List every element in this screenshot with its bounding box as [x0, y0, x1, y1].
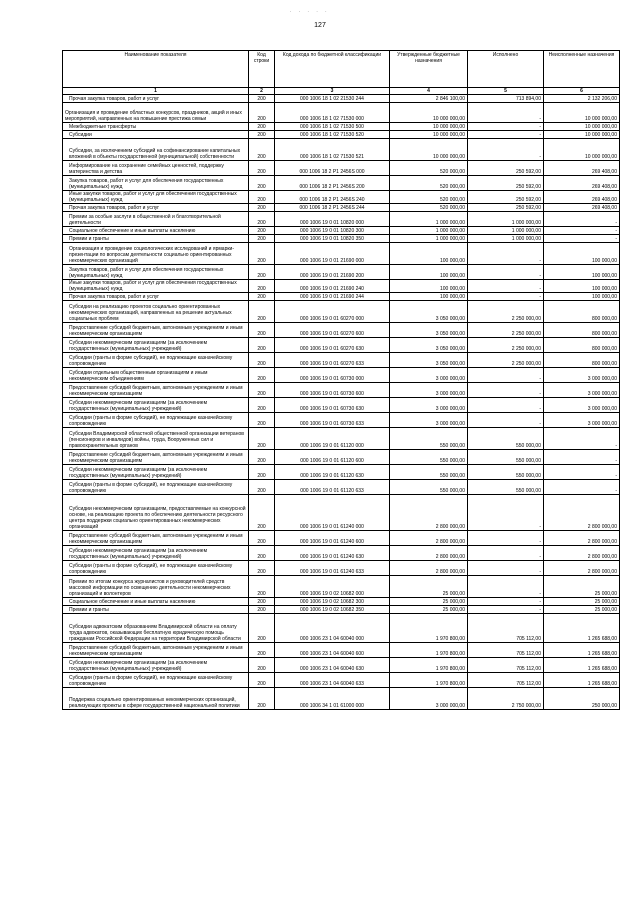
table-row — [63, 561, 620, 576]
row-income-code: 000 1006 19 0 01 60730 000 — [275, 368, 390, 383]
row-line-code: 200 — [249, 243, 275, 265]
row-income-code: 000 1006 19 0 01 10820 300 — [275, 227, 390, 235]
row-approved: 3 000 000,00 — [390, 688, 468, 710]
table-row — [63, 139, 620, 161]
row-approved: 25 000,00 — [390, 576, 468, 598]
row-name: Субсидии некоммерческим организациям (за исключением государственных (муниципальных) учреждений) — [63, 546, 249, 561]
row-name: Социальное обеспечение и иные выплаты населению — [63, 598, 249, 606]
row-executed: - — [468, 546, 544, 561]
row-name: Субсидии (гранты в форме субсидий), не подлежащие казначейскому сопровождению — [63, 353, 249, 368]
row-unexecuted: 1 265 688,00 — [544, 643, 620, 658]
row-executed: 2 250 000,00 — [468, 301, 544, 323]
row-name: Прочая закупка товаров, работ и услуг — [63, 293, 249, 301]
table-row — [63, 323, 620, 338]
row-unexecuted: 10 000 000,00 — [544, 123, 620, 131]
row-line-code: 200 — [249, 561, 275, 576]
table-row — [63, 383, 620, 398]
row-line-code: 200 — [249, 176, 275, 191]
row-name: Субсидии на реализацию проектов социально ориентированных некоммерческих организаций, направленных на решение актуальных социальных проблем — [63, 301, 249, 323]
row-approved: 25 000,00 — [390, 606, 468, 614]
row-income-code: 000 1006 19 0 01 60270 000 — [275, 301, 390, 323]
table-row — [63, 191, 620, 204]
row-income-code: 000 1006 19 0 01 61120 633 — [275, 480, 390, 495]
row-line-code: 200 — [249, 280, 275, 293]
row-approved: 2 800 000,00 — [390, 546, 468, 561]
row-unexecuted: 3 000 000,00 — [544, 413, 620, 428]
row-line-code: 200 — [249, 465, 275, 480]
row-executed: - — [468, 561, 544, 576]
column-number: 2 — [249, 88, 275, 95]
row-executed: 550 000,00 — [468, 428, 544, 450]
row-income-code: 000 1006 19 0 01 61240 633 — [275, 561, 390, 576]
row-name: Прочая закупка товаров, работ и услуг — [63, 95, 249, 103]
row-line-code: 200 — [249, 450, 275, 465]
row-income-code: 000 1006 18 1 02 21530 244 — [275, 95, 390, 103]
row-approved: 550 000,00 — [390, 428, 468, 450]
row-unexecuted: 800 000,00 — [544, 353, 620, 368]
row-name: Субсидии (гранты в форме субсидий), не подлежащие казначейскому сопровождению — [63, 480, 249, 495]
row-approved: 3 000 000,00 — [390, 398, 468, 413]
row-unexecuted: 25 000,00 — [544, 606, 620, 614]
row-income-code: 000 1006 19 0 01 21690 240 — [275, 280, 390, 293]
table-row — [63, 353, 620, 368]
row-line-code: 200 — [249, 139, 275, 161]
row-income-code: 000 1006 19 0 01 10820 000 — [275, 212, 390, 227]
row-line-code: 200 — [249, 614, 275, 643]
row-approved: 3 050 000,00 — [390, 323, 468, 338]
table-row — [63, 301, 620, 323]
row-executed: 550 000,00 — [468, 465, 544, 480]
row-name: Предоставление субсидий бюджетным, автономным учреждениям и иным некоммерческим организациям — [63, 450, 249, 465]
row-unexecuted: 100 000,00 — [544, 280, 620, 293]
row-unexecuted: 25 000,00 — [544, 598, 620, 606]
row-unexecuted: 800 000,00 — [544, 301, 620, 323]
row-executed: - — [468, 139, 544, 161]
row-name: Субсидии Владимирской областной общественной организации ветеранов (пенсионеров и инвалидов) войны, труда, Вооруженных сил и правоохранительных органов — [63, 428, 249, 450]
row-approved: 10 000 000,00 — [390, 123, 468, 131]
page-number: 127 — [314, 22, 326, 29]
column-number-row — [63, 88, 620, 95]
table-row — [63, 546, 620, 561]
row-income-code: 000 1006 19 0 01 60730 630 — [275, 398, 390, 413]
table-row — [63, 176, 620, 191]
row-unexecuted: - — [544, 212, 620, 227]
row-executed: 705 112,00 — [468, 673, 544, 688]
row-income-code: 000 1006 34 1 01 61000 000 — [275, 688, 390, 710]
row-income-code: 000 1006 19 0 01 21690 244 — [275, 293, 390, 301]
row-income-code: 000 1006 19 0 01 61240 000 — [275, 495, 390, 531]
row-unexecuted: 800 000,00 — [544, 338, 620, 353]
row-name: Премии и гранты — [63, 235, 249, 243]
row-name: Иные закупки товаров, работ и услуг для обеспечения государственных (муниципальных) нужд — [63, 280, 249, 293]
row-approved: 3 000 000,00 — [390, 413, 468, 428]
row-line-code: 200 — [249, 301, 275, 323]
row-name: Субсидии, за исключением субсидий на софинансирование капитальных вложений в объекты государственной (муниципальной) собственности — [63, 139, 249, 161]
row-line-code: 200 — [249, 413, 275, 428]
row-income-code: 000 1006 19 0 01 60270 600 — [275, 323, 390, 338]
row-income-code: 000 1006 23 1 04 60040 633 — [275, 673, 390, 688]
row-income-code: 000 1006 18 1 02 71530 000 — [275, 103, 390, 123]
row-name: Предоставление субсидий бюджетным, автономным учреждениям и иным некоммерческим организациям — [63, 643, 249, 658]
table-body — [63, 95, 620, 710]
header-line-code: Код строки — [249, 51, 275, 88]
budget-table-container — [62, 50, 619, 710]
header-indicator-name: Наименование показателя — [63, 51, 249, 88]
row-income-code: 000 1006 18 1 02 71530 520 — [275, 131, 390, 139]
row-name: Организация и проведение социологических исследований и ярмарки-презентации по вопросам деятельности социально ориентированных некоммерческих организаций — [63, 243, 249, 265]
row-name: Информирование на сохранение семейных ценностей, поддержку материнства и детства — [63, 161, 249, 176]
row-approved: 1 970 800,00 — [390, 658, 468, 673]
row-line-code: 200 — [249, 495, 275, 531]
table-row — [63, 293, 620, 301]
row-name: Субсидии (гранты в форме субсидий), не подлежащие казначейскому сопровождению — [63, 673, 249, 688]
row-executed: 2 250 000,00 — [468, 338, 544, 353]
row-unexecuted: 3 000 000,00 — [544, 398, 620, 413]
table-row — [63, 161, 620, 176]
row-income-code: 000 1006 19 0 01 10820 350 — [275, 235, 390, 243]
row-approved: 2 846 100,00 — [390, 95, 468, 103]
row-approved: 10 000 000,00 — [390, 131, 468, 139]
row-approved: 550 000,00 — [390, 465, 468, 480]
row-unexecuted: 2 132 206,00 — [544, 95, 620, 103]
row-unexecuted: - — [544, 428, 620, 450]
table-row — [63, 643, 620, 658]
row-unexecuted: 269 408,00 — [544, 204, 620, 212]
row-unexecuted: 2 800 000,00 — [544, 546, 620, 561]
row-unexecuted: 269 408,00 — [544, 191, 620, 204]
row-income-code: 000 1006 18 1 02 71530 521 — [275, 139, 390, 161]
row-line-code: 200 — [249, 428, 275, 450]
row-name: Субсидии некоммерческим организациям, предоставляемые на конкурсной основе, на реализацию проекта по обеспечению деятельности ресурсного центра поддержки социально ориентированных некоммерческих организаций — [63, 495, 249, 531]
row-name: Закупка товаров, работ и услуг для обеспечения государственных (муниципальных) нужд — [63, 176, 249, 191]
table-row — [63, 243, 620, 265]
row-income-code: 000 1006 19 0 01 60730 600 — [275, 383, 390, 398]
row-executed: - — [468, 131, 544, 139]
row-line-code: 200 — [249, 95, 275, 103]
row-executed: - — [468, 606, 544, 614]
row-line-code: 200 — [249, 103, 275, 123]
row-name: Предоставление субсидий бюджетным, автономным учреждениям и иным некоммерческим организациям — [63, 323, 249, 338]
row-approved: 520 000,00 — [390, 191, 468, 204]
row-line-code: 200 — [249, 643, 275, 658]
row-income-code: 000 1006 23 1 04 60040 630 — [275, 658, 390, 673]
row-line-code: 200 — [249, 546, 275, 561]
row-executed: 550 000,00 — [468, 480, 544, 495]
top-marks: . . . . . — [290, 8, 330, 14]
row-approved: 1 000 000,00 — [390, 235, 468, 243]
table-row — [63, 103, 620, 123]
row-approved: 3 050 000,00 — [390, 301, 468, 323]
table-row — [63, 688, 620, 710]
row-executed: - — [468, 265, 544, 280]
row-name: Поддержка социально ориентированных некоммерческих организаций, реализующих проекты в сфере государственной национальной политики — [63, 688, 249, 710]
row-unexecuted: 3 000 000,00 — [544, 368, 620, 383]
row-approved: 1 000 000,00 — [390, 227, 468, 235]
table-row — [63, 204, 620, 212]
row-executed: 250 592,00 — [468, 176, 544, 191]
row-line-code: 200 — [249, 606, 275, 614]
row-income-code: 000 1006 19 0 01 21690 000 — [275, 243, 390, 265]
row-line-code: 200 — [249, 531, 275, 546]
row-executed: - — [468, 103, 544, 123]
row-line-code: 200 — [249, 353, 275, 368]
table-row — [63, 531, 620, 546]
row-executed: - — [468, 383, 544, 398]
row-unexecuted: 250 000,00 — [544, 688, 620, 710]
row-unexecuted: 100 000,00 — [544, 265, 620, 280]
row-executed: - — [468, 368, 544, 383]
row-income-code: 000 1006 18 2 P1 2456S 240 — [275, 191, 390, 204]
row-approved: 100 000,00 — [390, 243, 468, 265]
row-line-code: 200 — [249, 576, 275, 598]
row-income-code: 000 1006 19 0 02 10682 350 — [275, 606, 390, 614]
row-unexecuted: 1 265 688,00 — [544, 673, 620, 688]
row-executed: 1 000 000,00 — [468, 235, 544, 243]
table-row — [63, 95, 620, 103]
row-income-code: 000 1006 18 1 02 71530 500 — [275, 123, 390, 131]
row-unexecuted: - — [544, 465, 620, 480]
row-line-code: 200 — [249, 323, 275, 338]
header-income-code: Код дохода по бюджетной классификации — [275, 51, 390, 88]
row-unexecuted: - — [544, 450, 620, 465]
row-unexecuted: - — [544, 235, 620, 243]
row-approved: 3 050 000,00 — [390, 338, 468, 353]
row-line-code: 200 — [249, 293, 275, 301]
table-row — [63, 131, 620, 139]
row-unexecuted: 10 000 000,00 — [544, 139, 620, 161]
row-line-code: 200 — [249, 673, 275, 688]
row-approved: 2 800 000,00 — [390, 531, 468, 546]
row-name: Субсидии некоммерческим организациям (за исключением государственных (муниципальных) учреждений) — [63, 338, 249, 353]
row-unexecuted: - — [544, 227, 620, 235]
row-income-code: 000 1006 19 0 01 61240 630 — [275, 546, 390, 561]
row-executed: - — [468, 495, 544, 531]
column-number: 4 — [390, 88, 468, 95]
row-unexecuted: - — [544, 480, 620, 495]
row-approved: 3 000 000,00 — [390, 383, 468, 398]
row-executed: - — [468, 531, 544, 546]
row-unexecuted: 2 800 000,00 — [544, 495, 620, 531]
row-unexecuted: 25 000,00 — [544, 576, 620, 598]
column-number: 6 — [544, 88, 620, 95]
row-income-code: 000 1006 23 1 04 60040 600 — [275, 643, 390, 658]
row-name: Предоставление субсидий бюджетным, автономным учреждениям и иным некоммерческим организациям — [63, 531, 249, 546]
row-approved: 2 800 000,00 — [390, 561, 468, 576]
budget-execution-table — [62, 50, 620, 710]
row-name: Субсидии (гранты в форме субсидий), не подлежащие казначейскому сопровождению — [63, 561, 249, 576]
row-executed: 1 000 000,00 — [468, 227, 544, 235]
row-name: Премии и гранты — [63, 606, 249, 614]
row-income-code: 000 1006 19 0 02 10682 000 — [275, 576, 390, 598]
table-row — [63, 614, 620, 643]
row-line-code: 200 — [249, 688, 275, 710]
row-unexecuted: 800 000,00 — [544, 323, 620, 338]
column-number: 1 — [63, 88, 249, 95]
row-name: Субсидии отдельным общественным организациям и иным некоммерческим объединениям — [63, 368, 249, 383]
row-executed: 1 000 000,00 — [468, 212, 544, 227]
row-executed: - — [468, 280, 544, 293]
row-approved: 1 970 800,00 — [390, 673, 468, 688]
row-approved: 100 000,00 — [390, 293, 468, 301]
row-line-code: 200 — [249, 480, 275, 495]
table-row — [63, 598, 620, 606]
row-income-code: 000 1006 19 0 01 61120 600 — [275, 450, 390, 465]
row-income-code: 000 1006 18 2 P1 2456S 200 — [275, 176, 390, 191]
row-line-code: 200 — [249, 161, 275, 176]
row-name: Субсидии (гранты в форме субсидий), не подлежащие казначейскому сопровождению — [63, 413, 249, 428]
row-unexecuted: 2 800 000,00 — [544, 561, 620, 576]
column-number: 3 — [275, 88, 390, 95]
table-header-row — [63, 51, 620, 88]
row-approved: 100 000,00 — [390, 280, 468, 293]
row-name: Премии за особые заслуги в общественной и благотворительной деятельности — [63, 212, 249, 227]
row-executed: 250 592,00 — [468, 161, 544, 176]
row-line-code: 200 — [249, 368, 275, 383]
row-line-code: 200 — [249, 131, 275, 139]
row-approved: 10 000 000,00 — [390, 139, 468, 161]
row-line-code: 200 — [249, 212, 275, 227]
row-name: Субсидии некоммерческим организациям (за исключением государственных (муниципальных) учреждений) — [63, 398, 249, 413]
row-unexecuted: 1 265 688,00 — [544, 658, 620, 673]
row-income-code: 000 1006 19 0 01 60270 630 — [275, 338, 390, 353]
row-executed: - — [468, 576, 544, 598]
table-row — [63, 428, 620, 450]
row-executed: - — [468, 398, 544, 413]
table-row — [63, 368, 620, 383]
row-line-code: 200 — [249, 383, 275, 398]
row-approved: 3 050 000,00 — [390, 353, 468, 368]
table-row — [63, 227, 620, 235]
row-executed: - — [468, 243, 544, 265]
row-income-code: 000 1006 23 1 04 60040 000 — [275, 614, 390, 643]
table-row — [63, 465, 620, 480]
row-name: Субсидии — [63, 131, 249, 139]
row-unexecuted: 1 265 688,00 — [544, 614, 620, 643]
row-executed: 550 000,00 — [468, 450, 544, 465]
row-approved: 1 970 800,00 — [390, 614, 468, 643]
row-income-code: 000 1006 19 0 01 61120 630 — [275, 465, 390, 480]
table-row — [63, 413, 620, 428]
row-name: Субсидии некоммерческим организациям (за исключением государственных (муниципальных) учреждений) — [63, 658, 249, 673]
row-executed: 705 112,00 — [468, 643, 544, 658]
row-approved: 3 000 000,00 — [390, 368, 468, 383]
row-approved: 25 000,00 — [390, 598, 468, 606]
row-income-code: 000 1006 19 0 01 61240 600 — [275, 531, 390, 546]
table-row — [63, 576, 620, 598]
row-approved: 10 000 000,00 — [390, 103, 468, 123]
row-line-code: 200 — [249, 227, 275, 235]
row-name: Премии по итогам конкурса журналистов и руководителей средств массовой информации по освещению деятельности некоммерческих организаций и волонтеров — [63, 576, 249, 598]
table-row — [63, 212, 620, 227]
row-executed: - — [468, 123, 544, 131]
row-name: Иные закупки товаров, работ и услуг для обеспечения государственных (муниципальных) нужд — [63, 191, 249, 204]
row-income-code: 000 1006 18 2 P1 2456S 244 — [275, 204, 390, 212]
row-name: Организация и проведение областных конкурсов, праздников, акций и иных мероприятий, направленных на повышение престижа семьи — [63, 103, 249, 123]
row-unexecuted: 10 000 000,00 — [544, 131, 620, 139]
row-line-code: 200 — [249, 191, 275, 204]
row-name: Предоставление субсидий бюджетным, автономным учреждениям и иным некоммерческим организациям — [63, 383, 249, 398]
table-row — [63, 235, 620, 243]
row-executed: - — [468, 293, 544, 301]
row-income-code: 000 1006 19 0 02 10682 300 — [275, 598, 390, 606]
row-name: Субсидии адвокатским образованиям Владимирской области на оплату труда адвокатов, оказывающих бесплатную юридическую помощь гражданам Российской Федерации на территории Владимирской области — [63, 614, 249, 643]
table-row — [63, 495, 620, 531]
table-row — [63, 123, 620, 131]
row-executed: 250 592,00 — [468, 191, 544, 204]
row-approved: 100 000,00 — [390, 265, 468, 280]
row-income-code: 000 1006 19 0 01 21690 200 — [275, 265, 390, 280]
row-unexecuted: 100 000,00 — [544, 243, 620, 265]
header-approved: Утвержденные бюджетные назначения — [390, 51, 468, 88]
row-line-code: 200 — [249, 265, 275, 280]
table-row — [63, 480, 620, 495]
row-executed: - — [468, 413, 544, 428]
row-name: Социальное обеспечение и иные выплаты населению — [63, 227, 249, 235]
row-unexecuted: 2 800 000,00 — [544, 531, 620, 546]
row-income-code: 000 1006 19 0 01 60270 633 — [275, 353, 390, 368]
row-income-code: 000 1006 19 0 01 60730 633 — [275, 413, 390, 428]
row-approved: 1 970 800,00 — [390, 643, 468, 658]
table-row — [63, 398, 620, 413]
row-approved: 520 000,00 — [390, 204, 468, 212]
table-row — [63, 658, 620, 673]
row-approved: 1 000 000,00 — [390, 212, 468, 227]
row-line-code: 200 — [249, 123, 275, 131]
row-executed: 705 112,00 — [468, 658, 544, 673]
row-unexecuted: 10 000 000,00 — [544, 103, 620, 123]
row-executed: 2 250 000,00 — [468, 353, 544, 368]
table-row — [63, 280, 620, 293]
header-executed: Исполнено — [468, 51, 544, 88]
row-executed: 2 250 000,00 — [468, 323, 544, 338]
row-name: Прочая закупка товаров, работ и услуг — [63, 204, 249, 212]
row-executed: 713 894,00 — [468, 95, 544, 103]
table-row — [63, 338, 620, 353]
row-executed: - — [468, 598, 544, 606]
row-approved: 550 000,00 — [390, 480, 468, 495]
column-number: 5 — [468, 88, 544, 95]
row-name: Межбюджетные трансферты — [63, 123, 249, 131]
row-approved: 550 000,00 — [390, 450, 468, 465]
row-income-code: 000 1006 18 2 P1 2456S 000 — [275, 161, 390, 176]
row-line-code: 200 — [249, 658, 275, 673]
table-row — [63, 450, 620, 465]
row-unexecuted: 100 000,00 — [544, 293, 620, 301]
row-unexecuted: 3 000 000,00 — [544, 383, 620, 398]
row-line-code: 200 — [249, 398, 275, 413]
row-unexecuted: 269 408,00 — [544, 176, 620, 191]
row-line-code: 200 — [249, 598, 275, 606]
header-unexecuted: Неисполненные назначения — [544, 51, 620, 88]
table-row — [63, 265, 620, 280]
row-unexecuted: 269 408,00 — [544, 161, 620, 176]
row-line-code: 200 — [249, 338, 275, 353]
row-name: Закупка товаров, работ и услуг для обеспечения государственных (муниципальных) нужд — [63, 265, 249, 280]
row-line-code: 200 — [249, 204, 275, 212]
table-row — [63, 673, 620, 688]
row-executed: 250 592,00 — [468, 204, 544, 212]
row-approved: 520 000,00 — [390, 161, 468, 176]
row-line-code: 200 — [249, 235, 275, 243]
row-name: Субсидии некоммерческим организациям (за исключением государственных (муниципальных) учреждений) — [63, 465, 249, 480]
table-row — [63, 606, 620, 614]
row-approved: 2 800 000,00 — [390, 495, 468, 531]
row-income-code: 000 1006 19 0 01 61120 000 — [275, 428, 390, 450]
row-executed: 705 112,00 — [468, 614, 544, 643]
row-approved: 520 000,00 — [390, 176, 468, 191]
row-executed: 2 750 000,00 — [468, 688, 544, 710]
